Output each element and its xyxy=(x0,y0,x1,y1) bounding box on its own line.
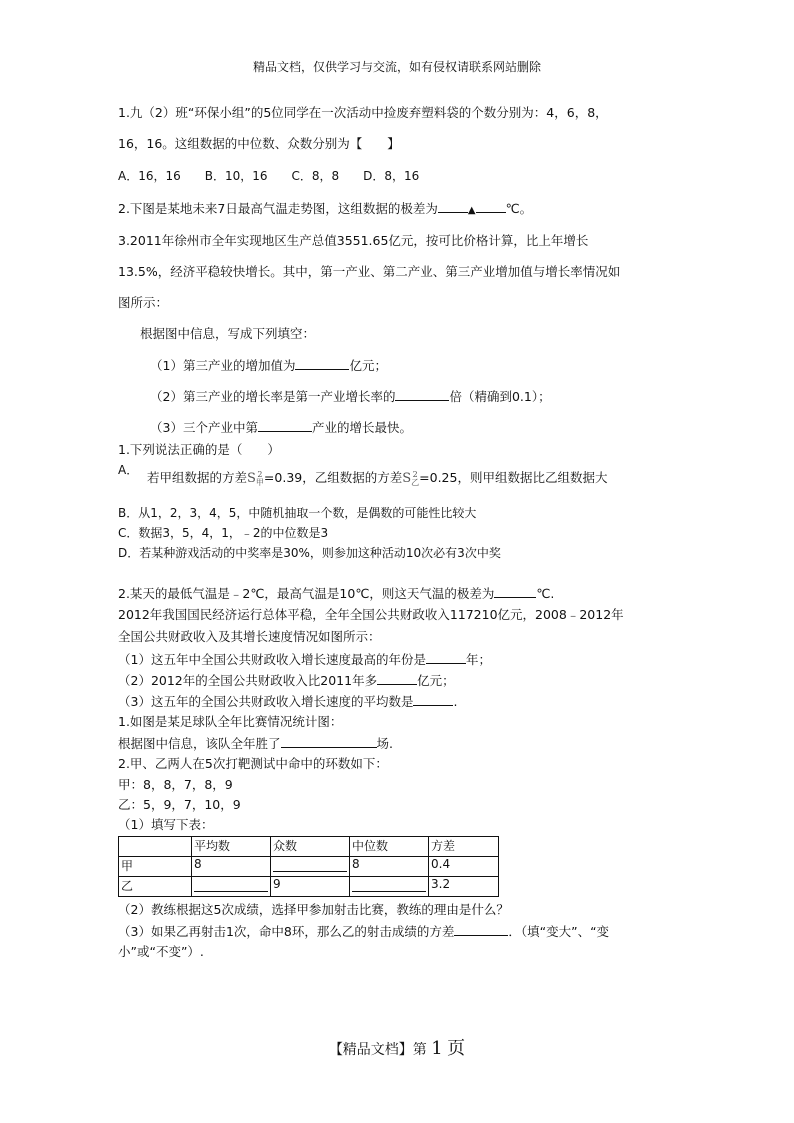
q3-line2: 13.5%，经济平稳较快增长。其中，第一产业、第二产业、第三产业增加值与增长率情况如 xyxy=(118,264,621,279)
q6-sub3-text: （3）这五年的全国公共财政收入增长速度的平均数是 xyxy=(118,694,414,709)
q8-fill-table-label: （1）填写下表： xyxy=(118,817,214,832)
table-cell: 甲 xyxy=(119,857,192,877)
q6-sub2-text: （2）2012年的全国公共财政收入比2011年多 xyxy=(118,673,378,688)
q5-blank xyxy=(494,585,536,598)
q6-sub2 xyxy=(118,672,455,689)
page-footer xyxy=(0,1034,794,1060)
q7-unit: 场. xyxy=(376,736,393,751)
variance-exponent: 2 xyxy=(412,469,418,479)
variance-symbol-yi xyxy=(402,471,419,486)
table-header-cell: 众数 xyxy=(271,837,350,857)
q6-sub3-blank xyxy=(413,693,453,706)
q8-sub3-text: （3）如果乙再射击1次，命中8环，那么乙的射击成绩的方差 xyxy=(118,924,455,939)
q3-sub2 xyxy=(150,388,551,405)
q3-line1: 3.2011年徐州市全年实现地区生产总值3551.65亿元，按可比价格计算，比上年增长 xyxy=(118,233,589,248)
q4-option-a xyxy=(147,470,607,487)
table-header-cell: 方差 xyxy=(429,837,499,857)
q4-option-a-text2: =0.39，乙组数据的方差 xyxy=(263,470,403,485)
q3-sub3 xyxy=(150,419,412,436)
q4-option-a-text3: =0.25，则甲组数据比乙组数据大 xyxy=(419,470,608,485)
table-row xyxy=(119,877,499,897)
score-table xyxy=(118,836,499,897)
q3-intro: 根据图中信息，写成下列填空： xyxy=(140,326,316,341)
q6-line2: 全国公共财政收入及其增长速度情况如图所示： xyxy=(118,629,381,644)
q8-sub2: （2）教练根据这5次成绩，选择甲参加射击比赛，教练的理由是什么？ xyxy=(118,902,509,917)
q8-sub3-line1 xyxy=(118,923,609,940)
q3-sub1 xyxy=(150,357,387,374)
q2-line xyxy=(118,200,532,219)
q3-sub3-tail: 产业的增长最快。 xyxy=(311,420,412,435)
q4-option-a-label: A． xyxy=(118,463,139,477)
q2-triangle-mark: ▲ xyxy=(467,205,476,216)
q4-option-b: B．从1，2，3，4，5，中随机抽取一个数，是偶数的可能性比较大 xyxy=(118,506,477,520)
table-header-row xyxy=(119,837,499,857)
q3-sub1-text: （1）第三产业的增加值为 xyxy=(150,358,296,373)
q1-line1: 1.九（2）班“环保小组”的5位同学在一次活动中捡废弃塑料袋的个数分别为：4，6，8， xyxy=(118,105,608,120)
q8-yi-scores: 乙：5，9，7，10，9 xyxy=(118,797,241,812)
page-header: 精品文档，仅供学习与交流，如有侵权请联系网站删除 xyxy=(252,60,541,74)
q3-sub2-text: （2）第三产业的增长率是第一产业增长率的 xyxy=(150,389,396,404)
q5-unit: ℃. xyxy=(536,586,555,601)
variance-symbol-jia xyxy=(247,471,264,486)
table-cell-blank xyxy=(192,877,271,897)
q6-line1: 2012年我国国民经济运行总体平稳，全年全国公共财政收入117210亿元，2008﹣2012年 xyxy=(118,607,624,622)
variance-sub-jia: 甲 xyxy=(255,477,264,487)
q8-jia-scores: 甲：8，8，7，8，9 xyxy=(118,777,233,792)
q3-sub1-blank xyxy=(295,357,349,370)
q7-blank xyxy=(281,735,377,748)
table-answer-blank xyxy=(273,857,347,872)
q4-stem: 1.下列说法正确的是（ ） xyxy=(118,442,280,457)
q3-sub2-tail: 倍（精确到0.1）； xyxy=(449,389,551,404)
q1-options: A．16，16 B．10，16 C．8，8 D．8，16 xyxy=(118,169,420,183)
q2-unit: ℃。 xyxy=(505,201,533,216)
q7-stem: 1.如图是某足球队全年比赛情况统计图： xyxy=(118,714,343,729)
variance-exponent: 2 xyxy=(257,469,263,479)
table-header-cell xyxy=(119,837,192,857)
q6-sub1 xyxy=(118,651,491,668)
q6-sub1-unit: 年； xyxy=(465,652,491,667)
q3-sub3-blank xyxy=(258,419,312,432)
table-answer-blank xyxy=(352,877,426,892)
q6-sub2-blank xyxy=(377,672,417,685)
q8-sub3-blank xyxy=(454,923,508,936)
q8-sub3-line2: 小”或“不变”）. xyxy=(118,944,204,959)
table-header-cell: 中位数 xyxy=(350,837,429,857)
q8-stem: 2.甲、乙两人在5次打靶测试中命中的环数如下： xyxy=(118,756,388,771)
q5-text: 2.某天的最低气温是﹣2℃，最高气温是10℃，则这天气温的极差为 xyxy=(118,586,495,601)
q7-line2 xyxy=(118,735,393,752)
table-cell: 9 xyxy=(271,877,350,897)
table-row xyxy=(119,857,499,877)
q4-option-a-text1: 若甲组数据的方差 xyxy=(147,470,248,485)
table-cell: 8 xyxy=(192,857,271,877)
variance-s: S xyxy=(247,471,256,486)
table-cell-blank xyxy=(350,877,429,897)
q2-text: 2.下图是某地未来7日最高气温走势图，这组数据的极差为 xyxy=(118,201,438,216)
q4-option-d: D．若某种游戏活动的中奖率是30%，则参加这种活动10次必有3次中奖 xyxy=(118,546,501,560)
q6-sub1-text: （1）这五年中全国公共财政收入增长速度最高的年份是 xyxy=(118,652,426,667)
table-cell: 0.4 xyxy=(429,857,499,877)
q3-line3: 图所示： xyxy=(118,295,169,310)
q6-sub3 xyxy=(118,693,457,710)
q1-line2: 16，16。这组数据的中位数、众数分别为【 】 xyxy=(118,136,400,151)
variance-s: S xyxy=(402,471,412,486)
q6-sub3-tail: . xyxy=(453,694,458,709)
table-cell: 8 xyxy=(350,857,429,877)
table-header-cell: 平均数 xyxy=(192,837,271,857)
q6-sub2-unit: 亿元； xyxy=(417,673,455,688)
table-cell: 乙 xyxy=(119,877,192,897)
footer-label: 【精品文档】第 xyxy=(328,1042,427,1058)
q7-text: 根据图中信息，该队全年胜了 xyxy=(118,736,281,751)
table-cell: 3.2 xyxy=(429,877,499,897)
q6-sub1-blank xyxy=(426,651,466,664)
q2-blank-right xyxy=(476,200,506,213)
table-answer-blank xyxy=(194,877,268,892)
table-cell-blank xyxy=(271,857,350,877)
q3-sub1-unit: 亿元； xyxy=(349,358,387,373)
q4-option-c: C．数据3，5，4，1，﹣2的中位数是3 xyxy=(118,526,329,540)
q3-sub3-text: （3）三个产业中第 xyxy=(150,420,258,435)
variance-sub-yi: 乙 xyxy=(411,477,420,487)
q5-line xyxy=(118,585,554,602)
q8-sub3-tail: ．（填“变大”、“变 xyxy=(508,924,610,939)
page-number: 1 xyxy=(431,1038,443,1059)
footer-page-word: 页 xyxy=(447,1038,466,1059)
q3-sub2-blank xyxy=(395,388,449,401)
q2-blank-left xyxy=(438,200,468,213)
